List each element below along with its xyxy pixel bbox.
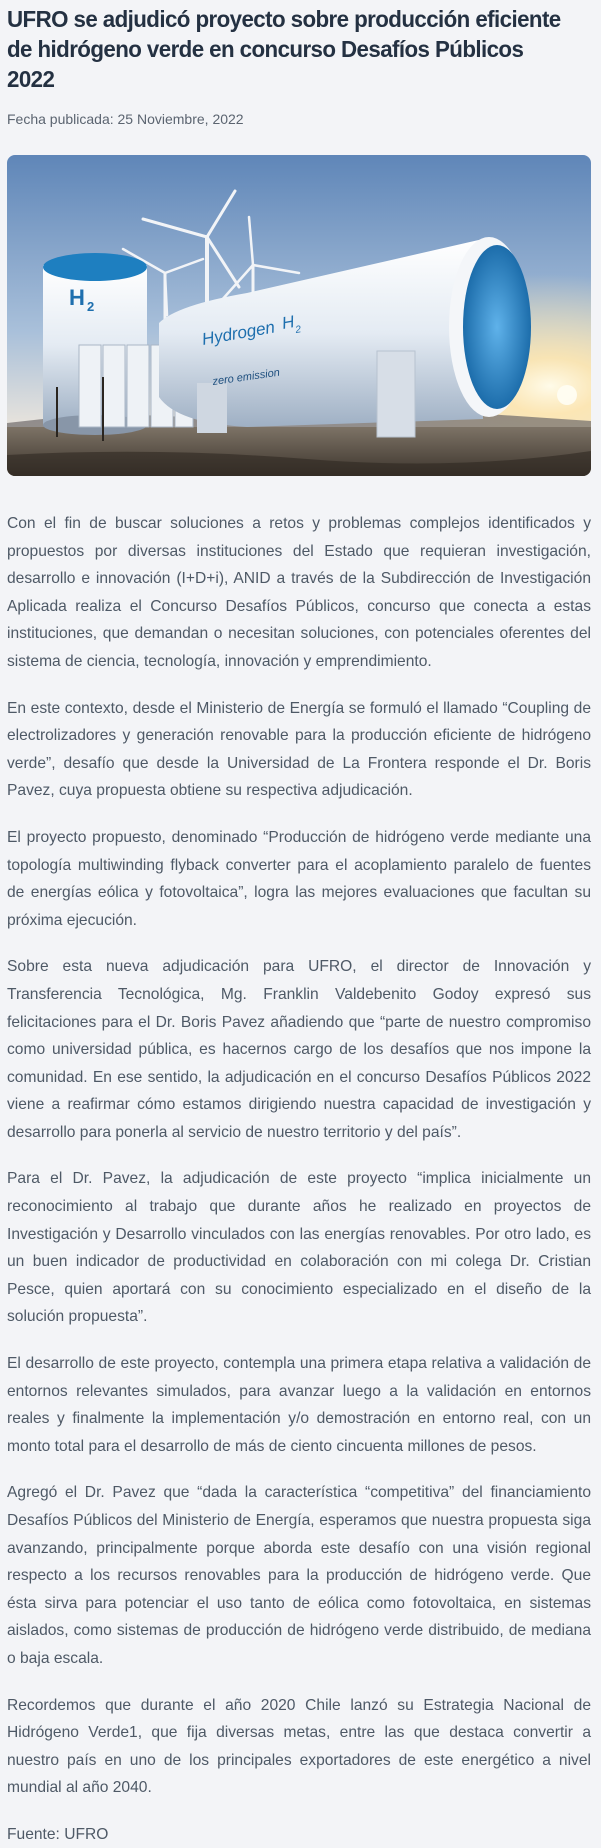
- hero-image: [7, 155, 591, 476]
- article-paragraph: El proyecto propuesto, denominado “Producción de hidrógeno verde mediante una topología multiwinding flyback converter para el acoplamiento paralelo de fuentes de energías eólica y fotovoltaica”, logra las mejores evaluaciones que facultan su próxima ejecución.: [7, 828, 591, 929]
- article-source: Fuente: UFRO: [7, 1825, 109, 1843]
- svg-text:Hydrogen: Hydrogen: [200, 317, 277, 349]
- article-paragraph: En este contexto, desde el Ministerio de Energía se formuló el llamado “Coupling de electrolizadores y generación renovable para la producción eficiente de hidrógeno verde”, desafío que desde la Universidad de La Frontera responde el Dr. Boris Pavez, cuya propuesta obtiene su respectiva adjudicación.: [7, 699, 591, 800]
- article-paragraph: Sobre esta nueva adjudicación para UFRO, el director de Innovación y Transferencia Tecnológica, Mg. Franklin Valdebenito Godoy expresó sus felicitaciones para el Dr. Boris Pavez añadiendo que “parte de nuestro compromiso como universidad pública, es hacernos cargo de los desafíos que nos impone la comunidad. En ese sentido, la adjudicación en el concurso Desafíos Públicos 2022 viene a reafirmar cómo estamos dirigiendo nuestra capacidad de investigación y desarrollo para ponerla al servicio de nuestro territorio y del país”.: [7, 958, 591, 1141]
- article-paragraph: El desarrollo de este proyecto, contempla una primera etapa relativa a validación de entornos relevantes simulados, para avanzar luego a la validación en entornos reales y finalmente la implementación y/o demostración en entorno real, con un monto total para el desarrollo de más de ciento cincuenta millones de pesos.: [7, 1355, 591, 1455]
- article-paragraph: Para el Dr. Pavez, la adjudicación de este proyecto “implica inicialmente un reconocimiento al trabajo que durante años he realizado en proyectos de Investigación y Desarrollo vinculados con las energías renovables. Por otro lado, es un buen indicador de productividad en colaboración con mi colega Dr. Cristian Pesce, quien aportará con su conocimiento especializado en el diseño de la solución propuesta”.: [7, 1170, 591, 1326]
- svg-text:2: 2: [294, 324, 302, 336]
- article-paragraph: Recordemos que durante el año 2020 Chile lanzó su Estrategia Nacional de Hidrógeno Verde1, que fija diversas metas, entre las que destaca convertir a nuestro país en uno de los principales exportadores de este energético a nivel mundial al año 2040.: [7, 1696, 591, 1797]
- svg-text:2: 2: [87, 299, 95, 314]
- article-title: UFRO se adjudicó proyecto sobre producción eficiente de hidrógeno verde en concurso Desafíos Públicos 2022: [7, 6, 561, 92]
- article-body: [7, 510, 591, 1848]
- svg-text:zero emission: zero emission: [211, 366, 281, 388]
- svg-text:H: H: [69, 285, 85, 310]
- hydrogen-tank-illustration: [7, 155, 591, 476]
- article-paragraph: Con el fin de buscar soluciones a retos y problemas complejos identificados y propuestos por diversas instituciones del Estado que requieran investigación, desarrollo e innovación (I+D+i), ANID a través de la Subdirección de Investigación Aplicada realiza el Concurso Desafíos Públicos, concurso que conecta a estas instituciones, que demandan o necesitan soluciones, con potenciales oferentes del sistema de ciencia, tecnología, innovación y emprendimiento.: [7, 515, 591, 670]
- svg-text:H: H: [280, 312, 296, 333]
- publish-date: Fecha publicada: 25 Noviembre, 2022: [7, 111, 244, 127]
- article-paragraph: Agregó el Dr. Pavez que “dada la característica “competitiva” del financiamiento Desafíos Públicos del Ministerio de Energía, esperamos que nuestra propuesta siga avanzando, principalmente porque aborda este desafío con una visión regional respecto a los recursos renovables para la producción de hidrógeno verde. Que ésta sirva para potenciar el uso tanto de eólica como fotovoltaica, en sistemas aislados, como sistemas de producción de hidrógeno verde distribuido, de mediana o baja escala.: [7, 1484, 591, 1667]
